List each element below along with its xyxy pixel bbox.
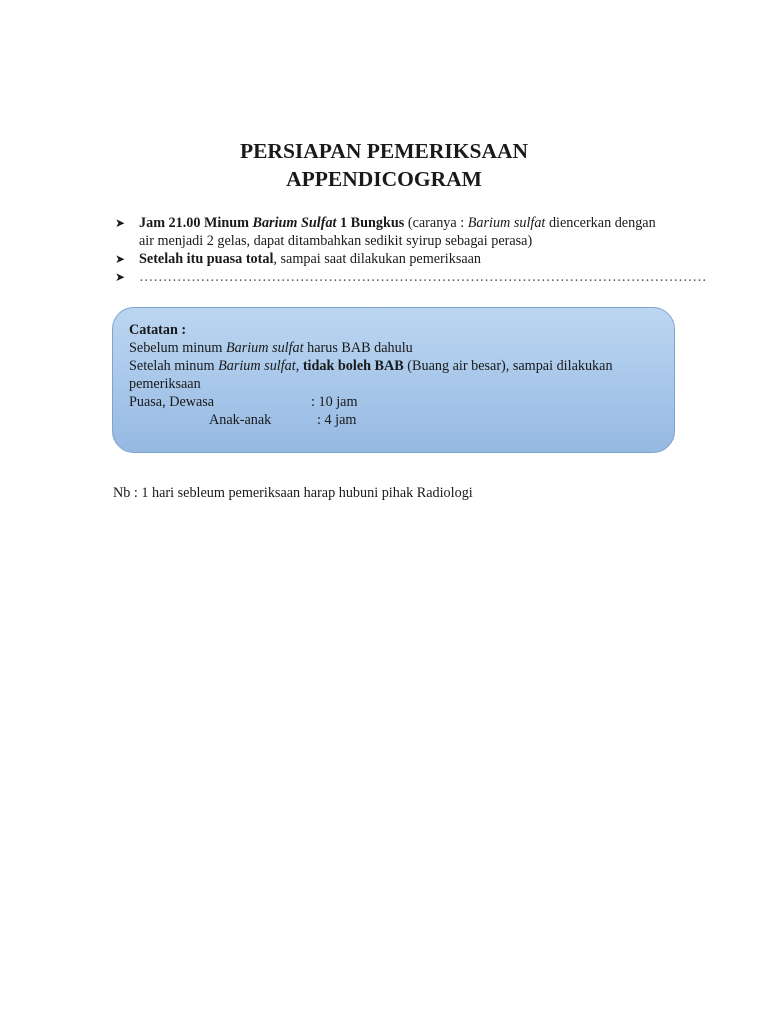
plain-text: , sampai saat dilakukan pemeriksaan [273, 251, 482, 267]
arrow-bullet-icon: ➤ [115, 270, 126, 284]
dotted-line: ………………………………………………………………………………………………………… [139, 269, 707, 285]
bold-text: Setelah itu puasa total [139, 251, 274, 267]
plain-text: (caranya : [404, 215, 468, 231]
note-heading: Catatan : [129, 322, 187, 338]
note-box [112, 307, 675, 453]
arrow-bullet-icon: ➤ [115, 252, 126, 266]
document-title [0, 137, 768, 193]
instruction-list [113, 214, 707, 286]
arrow-bullet-icon: ➤ [115, 216, 126, 230]
bold-text: 1 Bungkus [336, 215, 405, 231]
title-line-2: APPENDICOGRAM [286, 167, 482, 191]
list-item [113, 268, 707, 286]
fasting-row-child: Anak-anak : 4 jam [209, 412, 357, 428]
footnote: Nb : 1 hari sebleum pemeriksaan harap hubuni pihak Radiologi [113, 485, 473, 501]
bold-italic-text: Barium Sulfat [252, 215, 337, 231]
note-line: Sebelum minum Barium sulfat harus BAB dahulu [129, 340, 413, 356]
fasting-row-adult: Puasa, Dewasa : 10 jam [129, 394, 358, 410]
plain-text: diencerkan dengan air menjadi 2 gelas, dapat ditambahkan sedikit syirup sebagai perasa) [139, 215, 656, 249]
bold-text: Jam 21.00 Minum [139, 215, 253, 231]
list-item [113, 214, 673, 250]
list-item [113, 250, 673, 268]
italic-text: Barium sulfat [467, 215, 546, 231]
title-line-1: PERSIAPAN PEMERIKSAAN [239, 139, 529, 163]
note-line: Setelah minum Barium sulfat, tidak boleh BAB (Buang air besar), sampai dilakukan pemeriksaan [129, 358, 613, 392]
